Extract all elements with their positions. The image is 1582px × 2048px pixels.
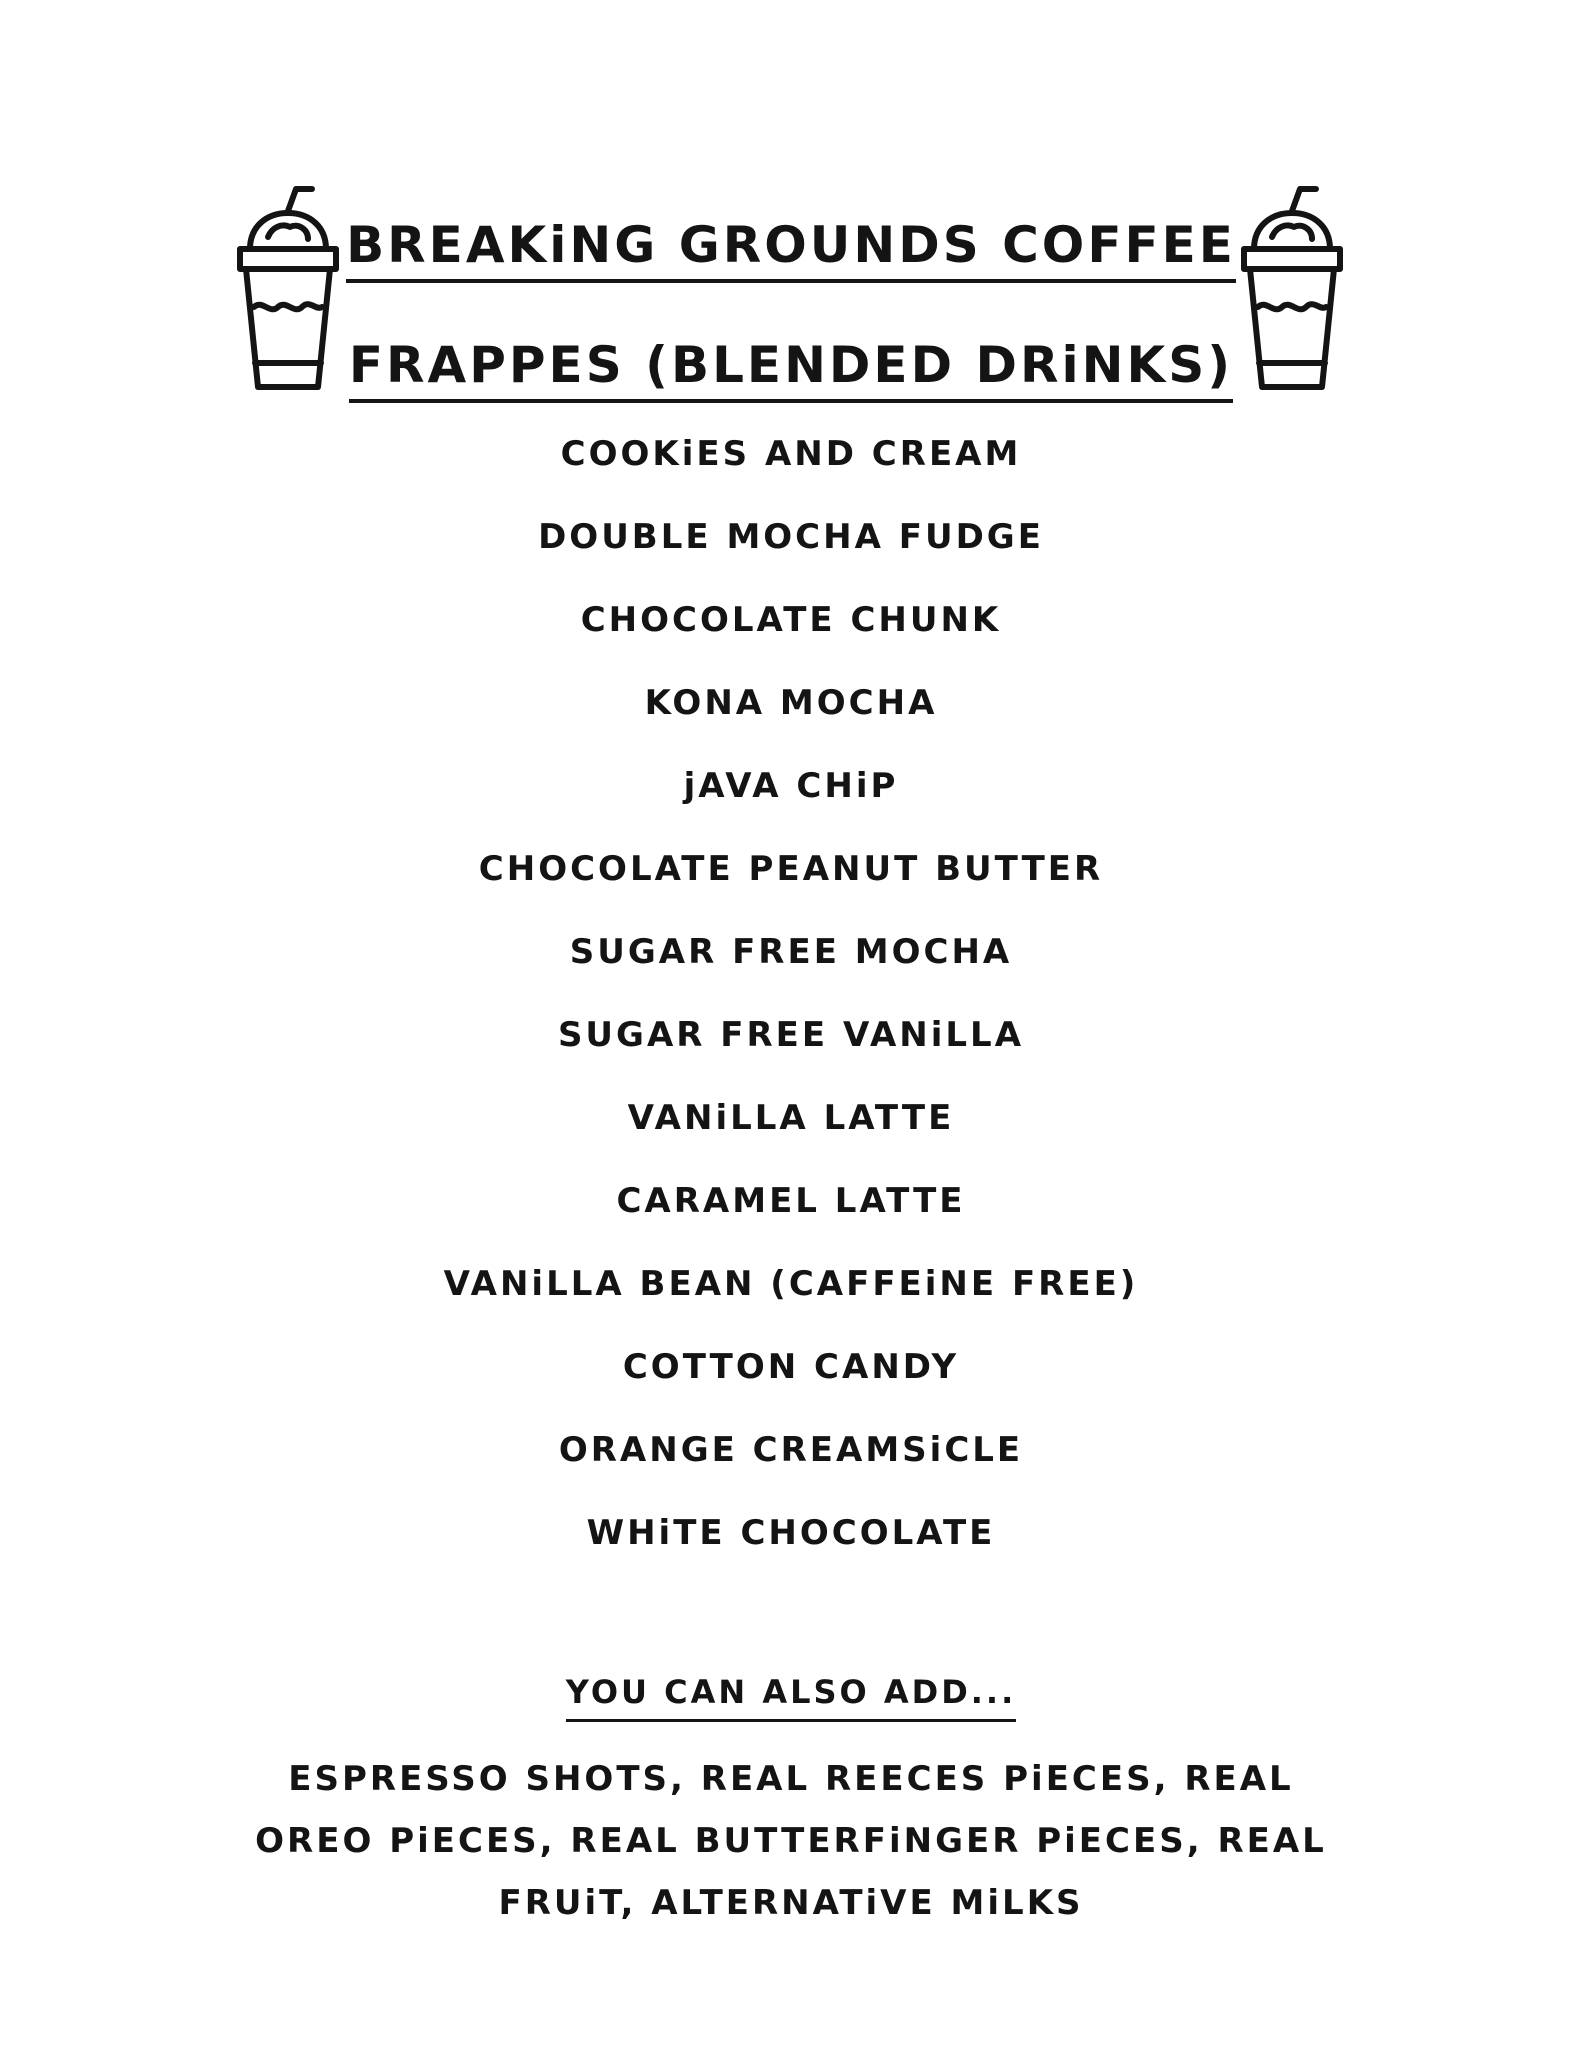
menu-item: CHOCOLATE PEANUT BUTTER xyxy=(478,849,1104,889)
menu-item: COTTON CANDY xyxy=(622,1347,960,1387)
menu-item: CARAMEL LATTE xyxy=(616,1181,966,1221)
menu-item: SUGAR FREE MOCHA xyxy=(569,932,1013,972)
also-add-heading-text: YOU CAN ALSO ADD... xyxy=(566,1667,1016,1722)
menu-item: KONA MOCHA xyxy=(644,683,938,723)
menu-item: jAVA CHiP xyxy=(683,766,899,806)
addons-text: ESPRESSO SHOTS, REAL REECES PiECES, REAL OREO PiECES, REAL BUTTERFiNGER PiECES, REAL FRUiT, ALTERNATiVE MiLKS xyxy=(255,1759,1327,1923)
menu-item: WHiTE CHOCOLATE xyxy=(586,1513,996,1553)
menu-item: COOKiES AND CREAM xyxy=(560,434,1022,474)
page-title xyxy=(0,215,1582,283)
menu-item: DOUBLE MOCHA FUDGE xyxy=(538,517,1044,557)
menu-item: VANiLLA BEAN (CAFFEiNE FREE) xyxy=(443,1264,1139,1304)
page-title-text: BREAKiNG GROUNDS COFFEE xyxy=(346,215,1236,283)
page-subtitle xyxy=(0,335,1582,403)
menu-item: CHOCOLATE CHUNK xyxy=(580,600,1002,640)
page-subtitle-text: FRAPPES (BLENDED DRiNKS) xyxy=(349,335,1233,403)
menu-item: VANiLLA LATTE xyxy=(627,1098,955,1138)
frappe-menu-list xyxy=(0,424,1582,1586)
also-add-heading xyxy=(0,1667,1582,1722)
menu-item: ORANGE CREAMSiCLE xyxy=(558,1430,1024,1470)
menu-item: SUGAR FREE VANiLLA xyxy=(557,1015,1025,1055)
